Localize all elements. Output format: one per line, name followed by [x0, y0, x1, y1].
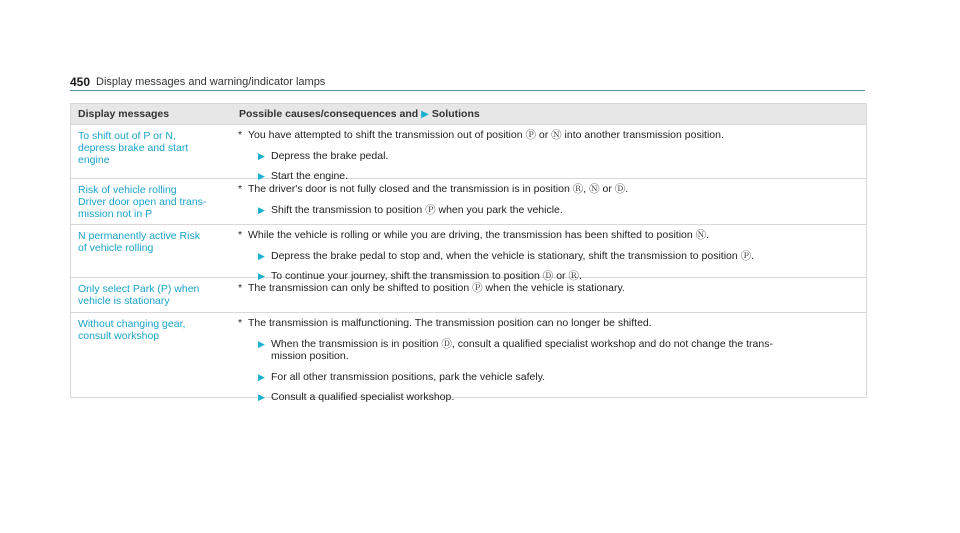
- table-row: [71, 124, 866, 182]
- arrow-right-icon: ▶: [258, 371, 265, 382]
- solution-step: ▶ Consult a qualified specialist workshop.: [258, 391, 455, 403]
- display-message: To shift out of P or N, depress brake and start engine: [78, 130, 189, 166]
- page-title: Display messages and warning/indicator lamps: [96, 76, 326, 88]
- arrow-right-icon: ▶: [258, 271, 265, 281]
- cause-text: The driver's door is not fully closed and the transmission is in position Ⓡ, Ⓝ or Ⓓ.: [248, 183, 629, 195]
- column-header-messages: Display messages: [78, 108, 170, 120]
- display-messages-table: [70, 103, 867, 403]
- table-row: [71, 224, 866, 282]
- display-message: N permanently active Risk of vehicle rolling: [78, 230, 200, 254]
- arrow-right-icon: ▶: [258, 150, 265, 161]
- cause-cell: * The driver's door is not fully closed and the transmission is in position Ⓡ, Ⓝ or Ⓓ. ▶ Shift the transmission to position Ⓟ when you park the vehicle.: [226, 179, 866, 224]
- solution-step: ▶ Shift the transmission to position Ⓟ when you park the vehicle.: [258, 203, 563, 216]
- display-message: Risk of vehicle rolling Driver door open and trans- mission not in P: [78, 184, 207, 220]
- page-header: [70, 70, 865, 91]
- arrow-right-icon: ▶: [258, 250, 265, 261]
- table-header: [71, 104, 866, 124]
- cause-text: You have attempted to shift the transmission out of position Ⓟ or Ⓝ into another transmission position.: [248, 129, 724, 141]
- table-row: [71, 312, 866, 403]
- column-header-causes: [226, 108, 866, 120]
- display-message: Without changing gear, consult workshop: [78, 318, 186, 342]
- arrow-right-icon: ▶: [258, 392, 265, 402]
- table-row: [71, 277, 866, 312]
- arrow-right-icon: ▶: [421, 108, 429, 120]
- arrow-right-icon: ▶: [258, 204, 265, 215]
- arrow-right-icon: ▶: [258, 171, 265, 181]
- cause-cell: * You have attempted to shift the transmission out of position Ⓟ or Ⓝ into another transmission position. ▶ Depress the brake pedal. ▶ Start the engine.: [226, 125, 866, 178]
- display-message: Only select Park (P) when vehicle is stationary: [78, 283, 200, 307]
- cause-text: The transmission is malfunctioning. The transmission position can no longer be shifted.: [248, 317, 652, 329]
- solution-step: ▶ When the transmission is in position Ⓓ, consult a qualified specialist workshop and do not change the trans- mission position.: [258, 337, 773, 362]
- cause-cell: * While the vehicle is rolling or while you are driving, the transmission has been shifted to position Ⓝ. ▶ Depress the brake pedal to stop and, when the vehicle is stationary, shift the transmission to position Ⓟ. ▶ To continue your journey, shift the transmission to position Ⓓ or Ⓡ.: [226, 225, 866, 277]
- cause-text: The transmission can only be shifted to position Ⓟ when the vehicle is stationary.: [248, 282, 625, 294]
- arrow-right-icon: ▶: [258, 338, 265, 349]
- cause-cell: * The transmission can only be shifted to position Ⓟ when the vehicle is stationary.: [238, 282, 625, 294]
- solution-step: ▶ Start the engine.: [258, 170, 349, 182]
- solution-step: ▶ Depress the brake pedal to stop and, when the vehicle is stationary, shift the transmission to position Ⓟ.: [258, 249, 755, 262]
- column-header-causes-label: Possible causes/consequences and: [239, 108, 419, 120]
- column-header-solutions-label: Solutions: [431, 108, 480, 120]
- solution-step: ▶ Depress the brake pedal.: [258, 149, 389, 162]
- solution-step: ▶ For all other transmission positions, park the vehicle safely.: [258, 370, 546, 383]
- table-row: [71, 178, 866, 224]
- cause-text: While the vehicle is rolling or while you are driving, the transmission has been shifted to position Ⓝ.: [248, 229, 710, 241]
- cause-cell: * The transmission is malfunctioning. The transmission position can no longer be shifted. ▶ When the transmission is in position Ⓓ, consult a qualified specialist workshop and do not change the trans- mission position. ▶ For all other transmission positions, park the vehicle safely. ▶ Consult a qualified specialist workshop.: [226, 313, 866, 397]
- page-number: 450: [70, 75, 91, 89]
- solution-step: ▶ To continue your journey, shift the transmission to position Ⓓ or Ⓡ.: [258, 270, 582, 282]
